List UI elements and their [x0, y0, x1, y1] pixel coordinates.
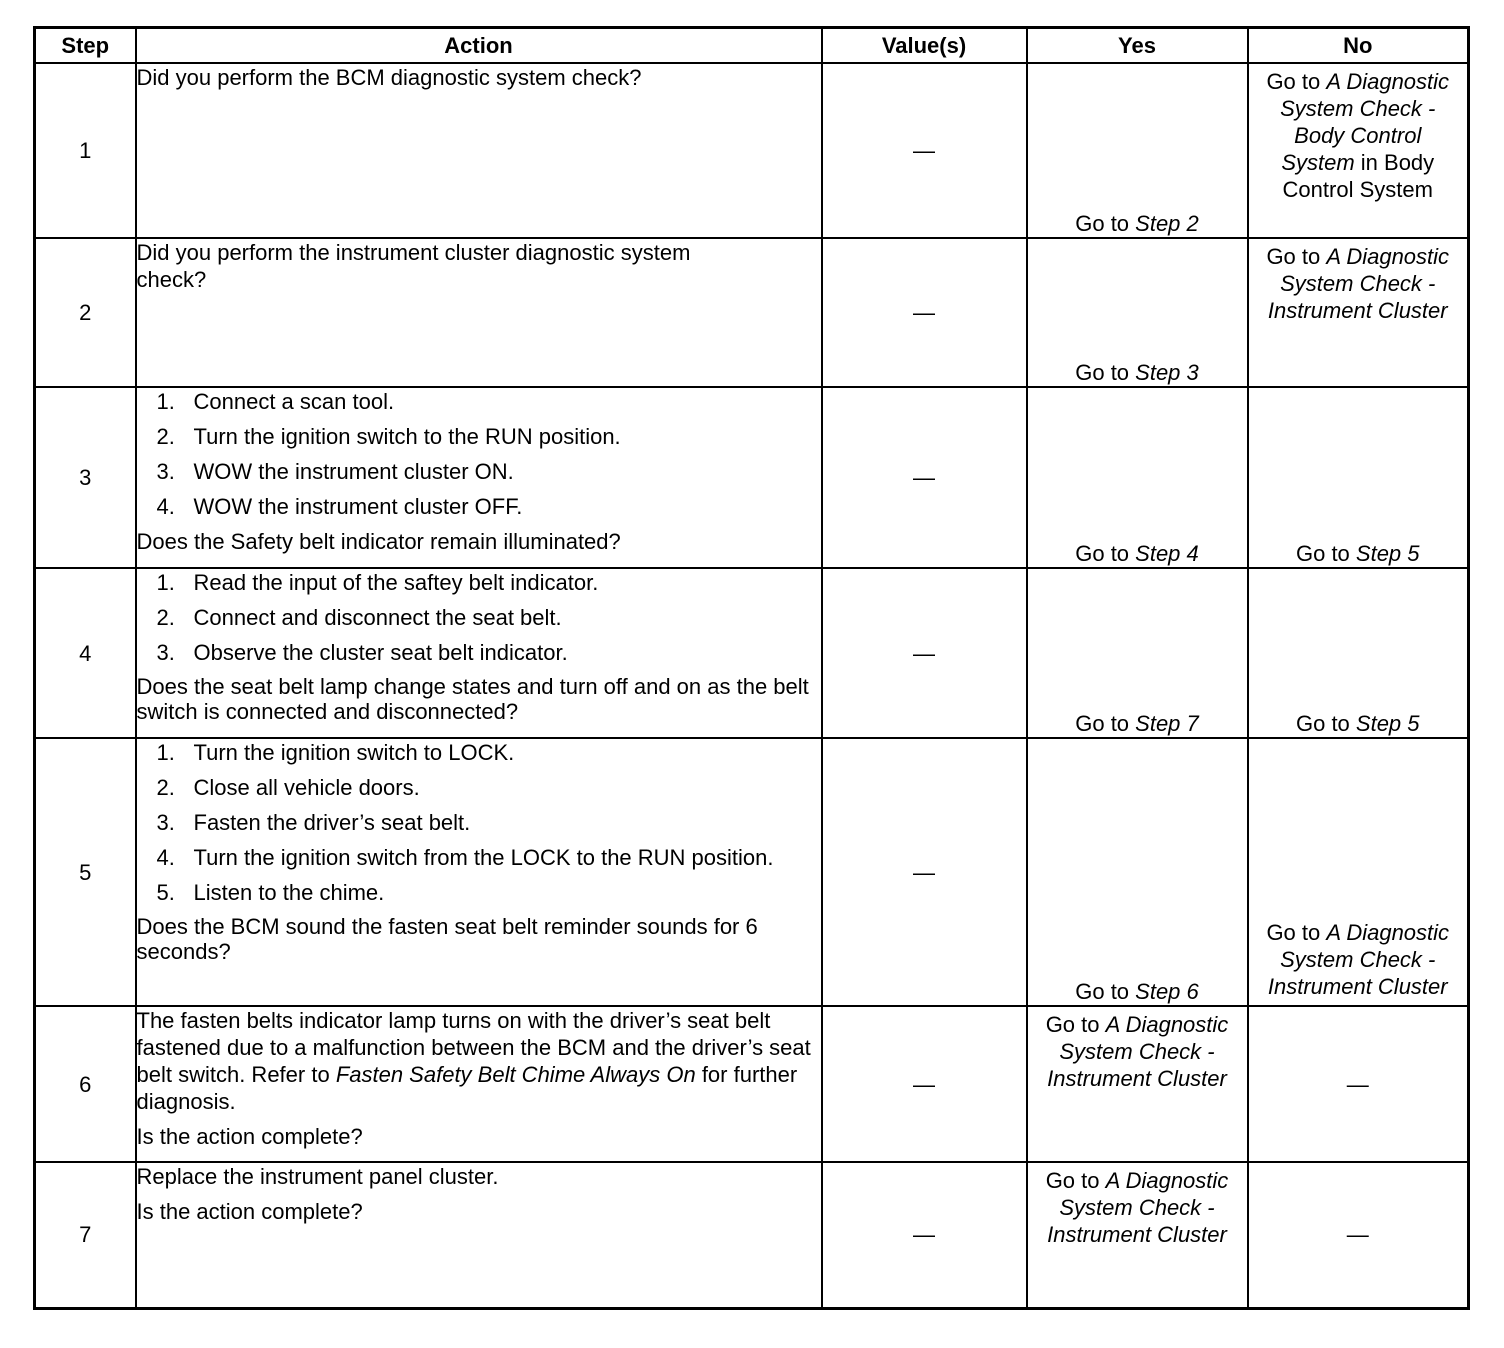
yes-cell[interactable]	[1027, 738, 1248, 1006]
list-item	[137, 423, 821, 450]
item-number: 3.	[156, 459, 175, 484]
item-text: Read the input of the saftey belt indicator.	[193, 570, 599, 595]
yes-prefix: Go to	[1075, 211, 1136, 236]
yes-link[interactable]: Step 2	[1135, 211, 1199, 236]
item-number: 1.	[156, 740, 175, 765]
action-question: Is the action complete?	[136, 1199, 363, 1224]
item-text: WOW the instrument cluster OFF.	[193, 494, 523, 519]
yes-link[interactable]: A Diagnostic System Check - Instrument Cluster	[1047, 1012, 1229, 1091]
item-number: 3.	[156, 810, 175, 835]
header-no: No	[1248, 28, 1469, 64]
no-prefix: Go to	[1295, 541, 1356, 566]
list-item	[137, 604, 821, 631]
action-question: Does the seat belt lamp change states and turn off and on as the belt switch is connected and disconnected?	[136, 674, 809, 724]
value-cell: —	[822, 568, 1027, 738]
action-text: Did you perform the instrument cluster diagnostic system check?	[136, 240, 691, 292]
table-row	[35, 738, 1469, 1006]
item-text: Fasten the driver’s seat belt.	[193, 810, 471, 835]
value-cell: —	[822, 1162, 1027, 1308]
item-number: 4.	[156, 845, 175, 870]
no-link[interactable]: A Diagnostic System Check - Instrument Cluster	[1267, 244, 1450, 323]
yes-prefix: Go to	[1075, 541, 1136, 566]
step-number: 6	[35, 1006, 136, 1162]
action-cell	[136, 1006, 822, 1162]
action-question: Does the BCM sound the fasten seat belt reminder sounds for 6 seconds?	[136, 914, 758, 964]
list-item	[137, 639, 821, 666]
header-yes: Yes	[1027, 28, 1248, 64]
item-number: 1.	[156, 389, 175, 414]
header-step: Step	[35, 28, 136, 64]
list-item	[137, 388, 821, 415]
table-row	[35, 387, 1469, 568]
action-steps-list	[137, 739, 821, 906]
item-number: 5.	[156, 880, 175, 905]
yes-cell[interactable]	[1027, 63, 1248, 238]
no-cell: —	[1248, 1006, 1469, 1162]
header-action: Action	[136, 28, 822, 64]
no-link[interactable]: A Diagnostic System Check - Body Control System	[1280, 69, 1450, 175]
action-reference-link[interactable]: Fasten Safety Belt Chime Always On	[335, 1062, 696, 1087]
item-number: 2.	[156, 424, 175, 449]
step-number: 4	[35, 568, 136, 738]
table-row	[35, 1162, 1469, 1308]
no-suffix: in Body Control System	[1282, 150, 1435, 202]
list-item	[137, 774, 821, 801]
action-steps-list	[137, 388, 821, 520]
yes-prefix: Go to	[1045, 1012, 1106, 1037]
yes-link[interactable]: Step 7	[1135, 711, 1199, 736]
item-text: Connect and disconnect the seat belt.	[193, 605, 562, 630]
list-item	[137, 739, 821, 766]
list-item	[137, 458, 821, 485]
item-text: Close all vehicle doors.	[193, 775, 420, 800]
action-cell	[136, 1162, 822, 1308]
no-cell[interactable]	[1248, 738, 1469, 1006]
step-number: 3	[35, 387, 136, 568]
value-cell: —	[822, 738, 1027, 1006]
item-text: Turn the ignition switch from the LOCK to the RUN position.	[193, 845, 774, 870]
yes-link[interactable]: A Diagnostic System Check - Instrument Cluster	[1047, 1168, 1229, 1247]
yes-prefix: Go to	[1045, 1168, 1106, 1193]
list-item	[137, 879, 821, 906]
item-text: Observe the cluster seat belt indicator.	[193, 640, 568, 665]
table-row	[35, 63, 1469, 238]
no-cell[interactable]	[1248, 568, 1469, 738]
action-question: Does the Safety belt indicator remain illuminated?	[136, 529, 621, 554]
yes-cell[interactable]	[1027, 1162, 1248, 1308]
yes-link[interactable]: Step 6	[1135, 979, 1199, 1004]
diagnostic-table-container	[33, 26, 1467, 1310]
item-text: Connect a scan tool.	[193, 389, 395, 414]
no-link[interactable]: Step 5	[1355, 711, 1420, 736]
action-text: Replace the instrument panel cluster.	[136, 1164, 499, 1189]
action-cell	[136, 387, 822, 568]
action-question: Is the action complete?	[136, 1124, 363, 1149]
value-cell: —	[822, 63, 1027, 238]
item-text: WOW the instrument cluster ON.	[193, 459, 514, 484]
action-text-post: for further diagnosis.	[136, 1062, 798, 1114]
action-cell	[136, 738, 822, 1006]
yes-prefix: Go to	[1075, 711, 1136, 736]
value-cell: —	[822, 238, 1027, 387]
value-cell: —	[822, 1006, 1027, 1162]
table-row	[35, 1006, 1469, 1162]
yes-prefix: Go to	[1075, 360, 1136, 385]
list-item	[137, 844, 821, 871]
item-number: 1.	[156, 570, 175, 595]
yes-link[interactable]: Step 3	[1135, 360, 1199, 385]
no-cell: —	[1248, 1162, 1469, 1308]
action-text	[137, 1007, 821, 1115]
action-cell	[136, 63, 822, 238]
item-number: 4.	[156, 494, 175, 519]
yes-cell[interactable]	[1027, 238, 1248, 387]
table-row	[35, 238, 1469, 387]
no-cell[interactable]	[1248, 387, 1469, 568]
yes-prefix: Go to	[1075, 979, 1136, 1004]
yes-cell[interactable]	[1027, 387, 1248, 568]
action-text: Did you perform the BCM diagnostic system check?	[136, 65, 642, 90]
list-item	[137, 809, 821, 836]
list-item	[137, 493, 821, 520]
action-cell	[136, 568, 822, 738]
header-values: Value(s)	[822, 28, 1027, 64]
step-number: 7	[35, 1162, 136, 1308]
yes-link[interactable]: Step 4	[1135, 541, 1199, 566]
diagnostic-table	[33, 26, 1470, 1310]
step-number: 5	[35, 738, 136, 1006]
no-prefix: Go to	[1266, 244, 1327, 269]
step-number: 2	[35, 238, 136, 387]
value-cell: —	[822, 387, 1027, 568]
no-prefix: Go to	[1266, 69, 1327, 94]
action-cell	[136, 238, 822, 387]
action-steps-list	[137, 569, 821, 666]
step-number: 1	[35, 63, 136, 238]
list-item	[137, 569, 821, 596]
item-number: 3.	[156, 640, 175, 665]
item-number: 2.	[156, 775, 175, 800]
no-prefix: Go to	[1295, 711, 1356, 736]
item-text: Turn the ignition switch to the RUN position.	[193, 424, 621, 449]
no-cell[interactable]	[1248, 63, 1469, 238]
item-text: Turn the ignition switch to LOCK.	[193, 740, 515, 765]
table-row	[35, 568, 1469, 738]
table-header-row	[35, 28, 1469, 64]
item-number: 2.	[156, 605, 175, 630]
no-link[interactable]: Step 5	[1355, 541, 1420, 566]
no-link[interactable]: A Diagnostic System Check - Instrument Cluster	[1267, 920, 1450, 999]
no-cell[interactable]	[1248, 238, 1469, 387]
yes-cell[interactable]	[1027, 568, 1248, 738]
item-text: Listen to the chime.	[193, 880, 385, 905]
yes-cell[interactable]	[1027, 1006, 1248, 1162]
no-prefix: Go to	[1266, 920, 1327, 945]
action-text-pre: The fasten belts indicator lamp turns on with the driver’s seat belt fastened due to a malfunction between the BCM and the driver’s seat belt switch. Refer to	[136, 1008, 811, 1087]
